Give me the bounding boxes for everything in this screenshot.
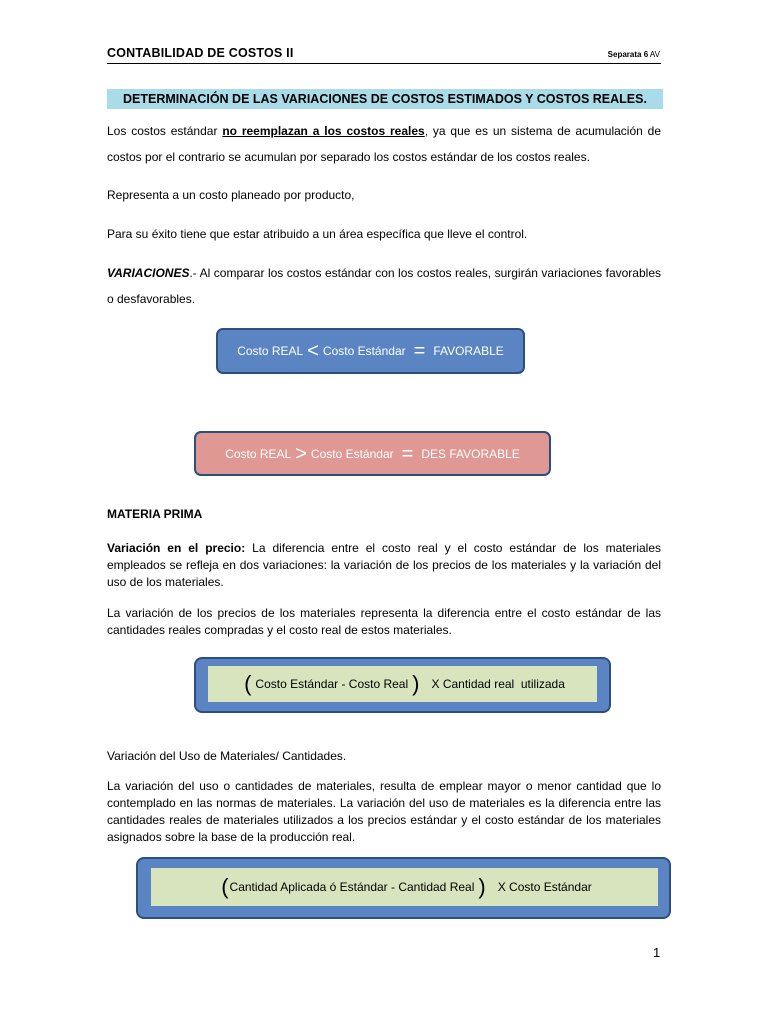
para1-emphasis: no reemplazan a los costos reales [222, 124, 425, 138]
equals-symbol: = [401, 442, 414, 465]
cantidad-formula-box [136, 857, 671, 919]
precio-formula [208, 666, 597, 702]
favorable-result: FAVORABLE [433, 344, 504, 358]
para1-start: Los costos estándar [107, 124, 223, 138]
desfavorable-formula-box [194, 431, 551, 476]
paragraph-uso-materiales: La variación del uso o cantidades de materiales, resulta de emplear mayor o menor cantidad que lo contemplado en las normas de materiales. La variación del uso de materiales es la diferencia entre las cantidades reales de materiales utilizados a los precios estándar y el costo estándar de los materiales asignados sobre la base de la producción real. [107, 779, 661, 844]
desfavorable-result: DES FAVORABLE [421, 446, 520, 461]
materia-prima-heading: MATERIA PRIMA [107, 507, 203, 521]
precio-formula-box [194, 657, 611, 713]
equals-symbol: = [413, 340, 426, 362]
precio-formula-tail: X Cantidad real utilizada [431, 677, 565, 691]
close-paren: ) [412, 671, 420, 696]
para1-end: , ya que es un sistema de acumulación de costos por el contrario se acumulan por separado los costos estándar de los costos reales. [107, 124, 662, 164]
favorable-mid: Costo Estándar [322, 344, 406, 358]
cantidad-formula [151, 868, 658, 906]
paragraph-variacion-precio [107, 540, 661, 591]
open-paren: ( [221, 874, 229, 899]
greater-than-symbol: > [295, 442, 307, 465]
precio-formula-inner: Costo Estándar - Costo Real [255, 677, 409, 691]
header-separata: Separata 6 [607, 50, 649, 59]
paragraph-precio-detalle: La variación de los precios de los materiales representa la diferencia entre el costo estándar de las cantidades reales compradas y el costo real de estos materiales. [107, 606, 661, 637]
paragraph-variaciones [107, 260, 661, 312]
precio-text: La diferencia entre el costo real y el costo estándar de los materiales empleados se refleja en dos variaciones: la variación de los precios de los materiales y la variación del uso de los materiales. [107, 541, 661, 589]
cantidad-formula-inner: Cantidad Aplicada ó Estándar - Cantidad Real [229, 880, 475, 894]
desfavorable-mid: Costo Estándar [310, 446, 394, 461]
favorable-left: Costo REAL [237, 344, 304, 358]
variaciones-text: .- Al comparar los costos estándar con los costos reales, surgirán variaciones favorables o desfavorables. [107, 266, 661, 306]
paragraph-representa: Representa a un costo planeado por producto, [107, 188, 355, 202]
close-paren: ) [478, 874, 486, 899]
document-header-reference [600, 50, 660, 59]
section-banner: DETERMINACIÓN DE LAS VARIACIONES DE COSTOS ESTIMADOS Y COSTOS REALES. [107, 89, 663, 109]
open-paren: ( [244, 671, 252, 696]
less-than-symbol: < [307, 340, 319, 362]
paragraph-exito: Para su éxito tiene que estar atribuido a un área específica que lleve el control. [107, 227, 528, 241]
variaciones-label: VARIACIONES [107, 266, 190, 280]
page-number: 1 [653, 945, 661, 960]
header-divider [107, 63, 661, 64]
paragraph-costos-estandar [107, 118, 661, 170]
uso-materiales-title: Variación del Uso de Materiales/ Cantidades. [107, 749, 347, 763]
favorable-formula-box [216, 328, 525, 374]
precio-label: Variación en el precio: [107, 541, 246, 555]
cantidad-formula-tail: X Costo Estándar [497, 880, 592, 894]
header-initials: AV [648, 50, 660, 59]
desfavorable-left: Costo REAL [225, 446, 292, 461]
document-header-title: CONTABILIDAD DE COSTOS II [107, 46, 294, 60]
